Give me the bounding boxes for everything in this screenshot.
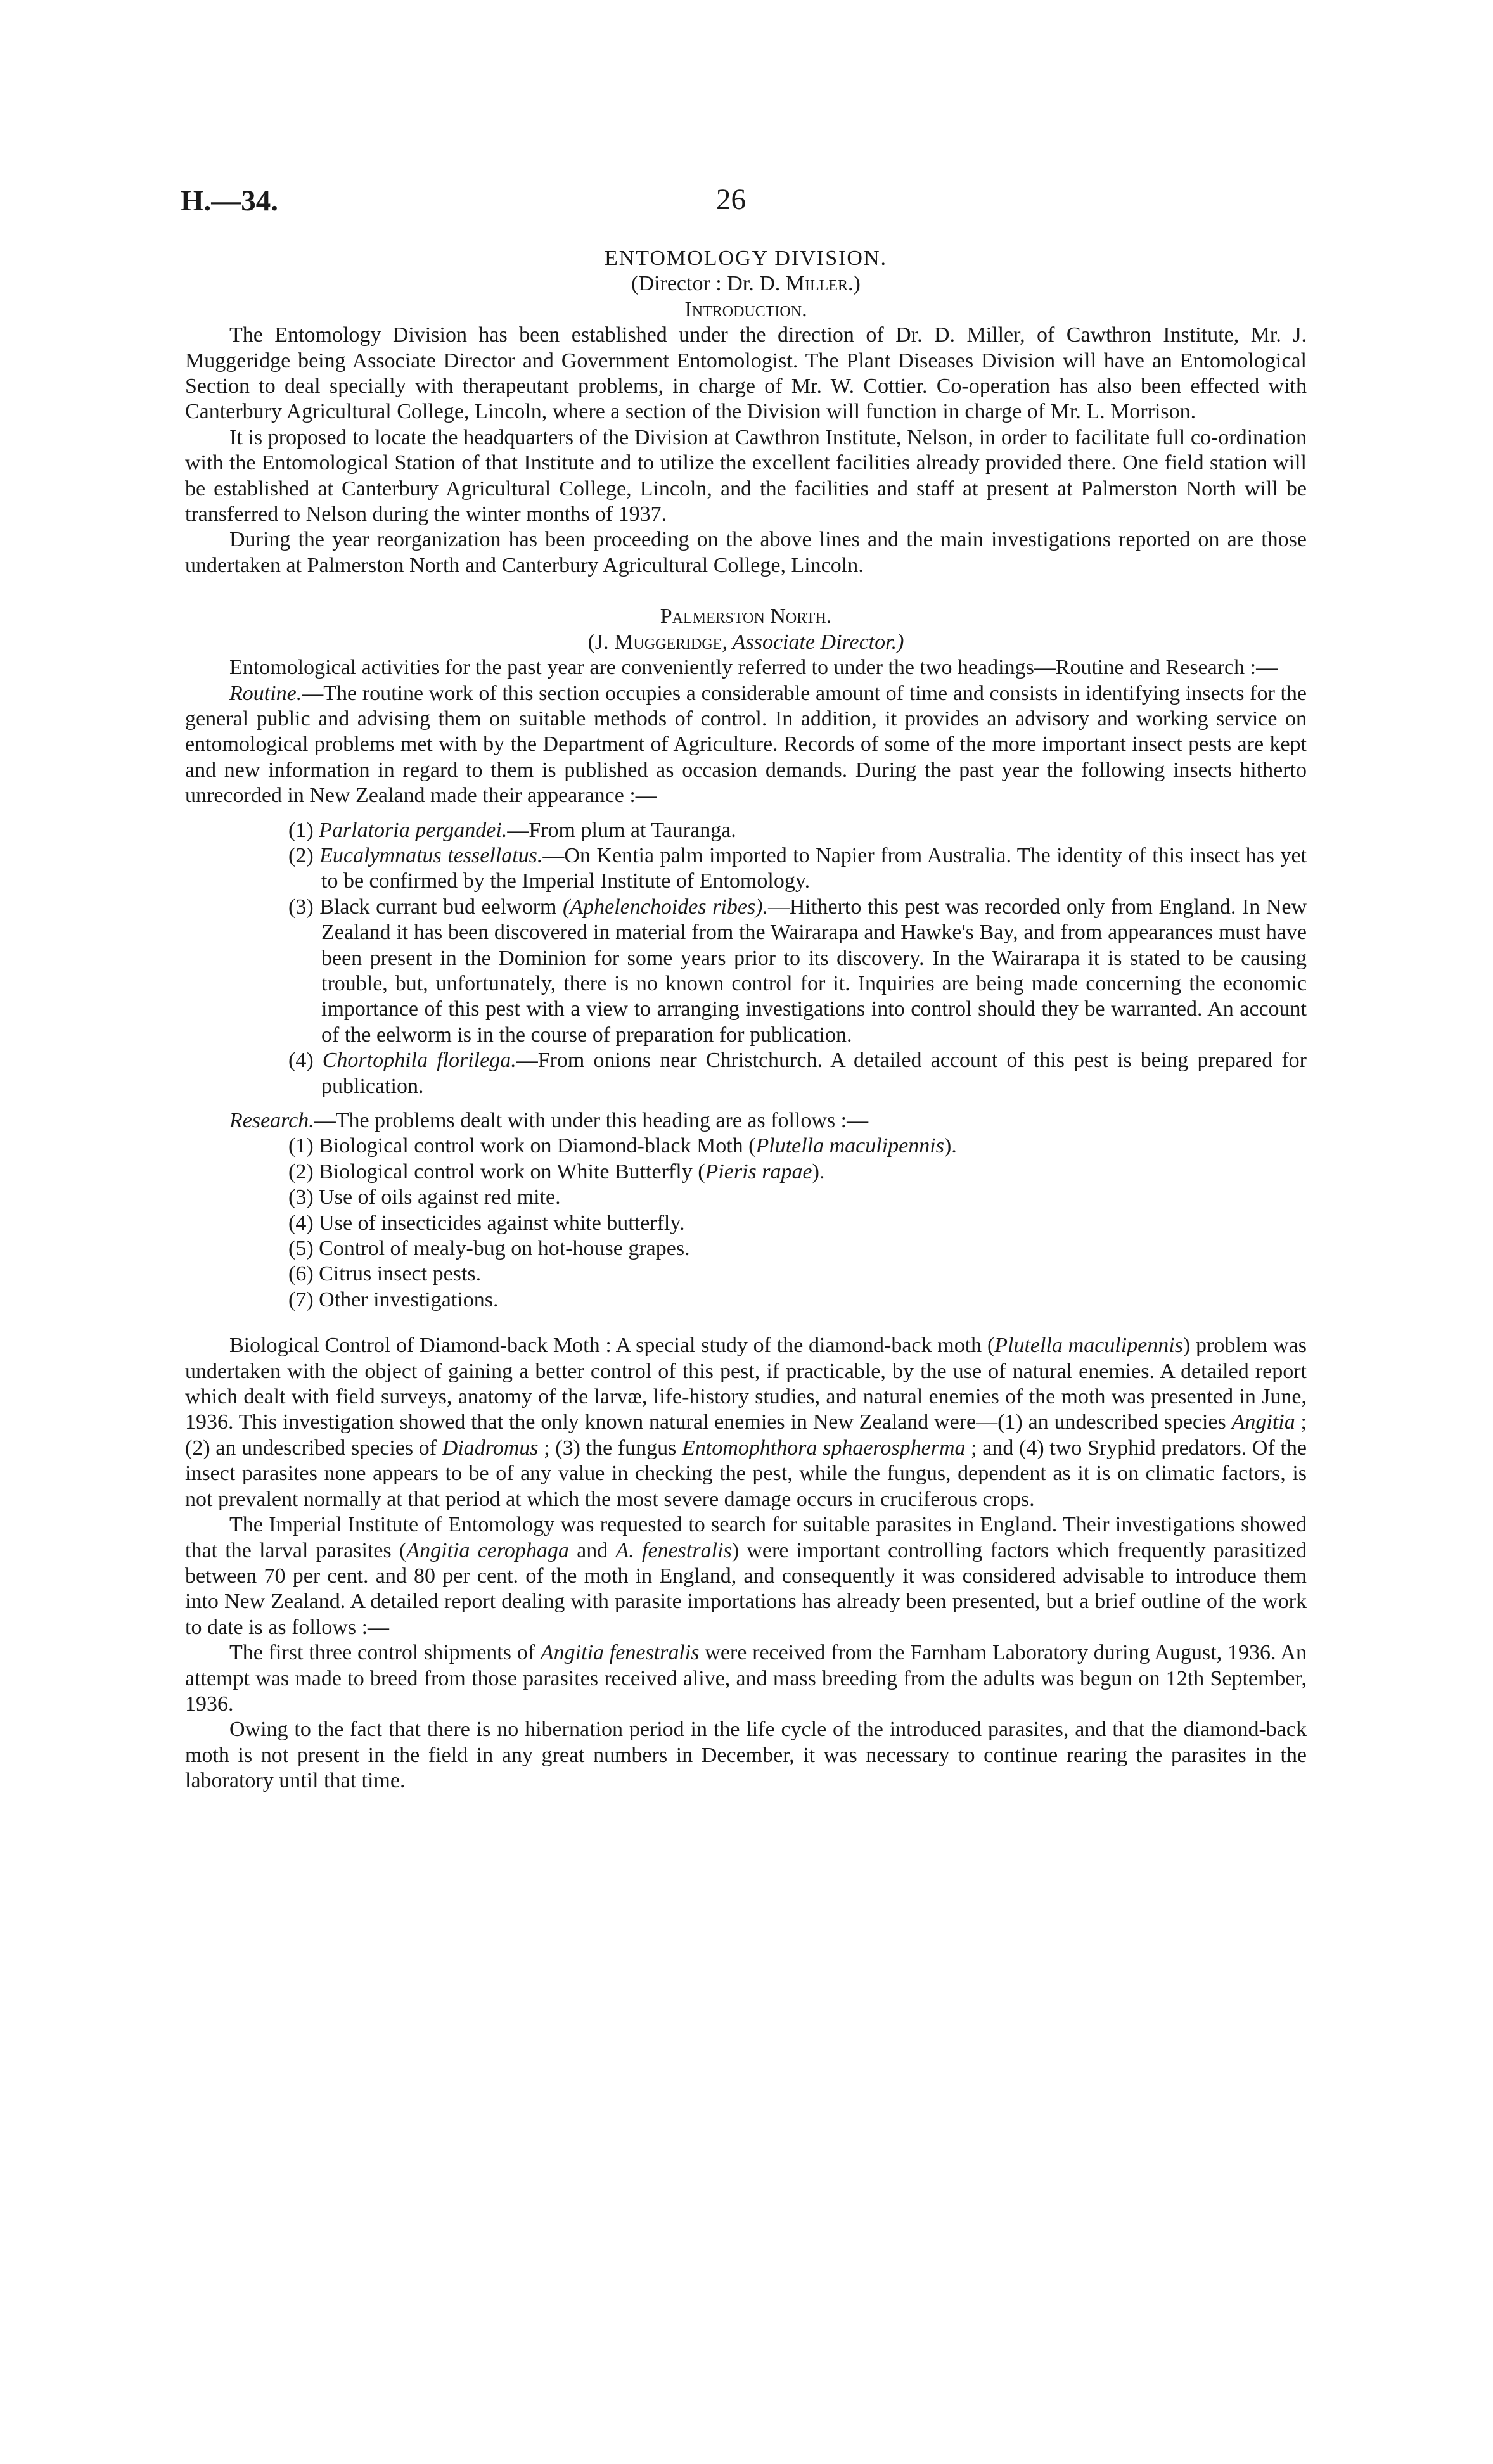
director-line: (Director : Dr. D. Miller.) — [631, 272, 861, 296]
report-code: H.—34. — [181, 184, 279, 217]
division-title: ENTOMOLOGY DIVISION. — [604, 246, 888, 270]
director-name: Miller — [785, 272, 848, 296]
biocontrol-paragraph: The first three control shipments of Angitia fenestralis were received from the Farnham Laboratory during August, 1936. An attempt was made to breed from those parasites received alive, and mass breeding from the adults was begun on 12th September, 1936. — [185, 1641, 1307, 1716]
biocontrol-paragraph: Biological Control of Diamond-back Moth : A special study of the diamond-back moth (Plutella maculipennis) problem was undertaken with the object of gaining a better control of this pest, if practicable, by the use of natural enemies. A detailed report which dealt with field surveys, anatomy of the larvæ, life-history studies, and natural enemies of the moth was presented in June, 1936. This investigation showed that the only known natural enemies in New Zealand were—(1) an undescribed species Angitia ; (2) an undescribed species of Diadromus ; (3) the fungus Entomophthora sphaerospherma ; and (4) two Sryphid predators. Of the insect parasites none appears to be of any value in checking the pest, while the fungus, dependent as it is on climatic factors, is not prevalent normally at that period at which the most severe damage occurs in cruciferous crops. — [185, 1334, 1307, 1511]
intro-paragraph: During the year reorganization has been proceeding on the above lines and the main investigations reported on are those undertaken at Palmerston North and Canterbury Agricultural College, Lincoln. — [185, 528, 1307, 577]
list-item: (5) Control of mealy-bug on hot-house grapes. — [288, 1237, 690, 1261]
list-item: (3) Black currant bud eelworm (Aphelenchoides ribes).—Hitherto this pest was recorded only from England. In New Zealand it has been discovered in material from the Wairarapa and Hawke's Bay, and from appearances must have been present in the Dominion for some years prior to its discovery. In the Wairarapa it is stated to be causing trouble, but, unfortunately, there is no known control for it. Inquiries are being made concerning the economic importance of this pest with a view to arranging investigations into control should they be warranted. An account of the eelworm is in the course of preparation for publication. — [288, 895, 1307, 1047]
palmerston-intro: Entomological activities for the past year are conveniently referred to under the two headings—Routine and Research :— — [229, 656, 1278, 680]
routine-paragraph: Routine.—The routine work of this section occupies a considerable amount of time and consists in identifying insects for the general public and advising them on suitable methods of control. In addition, it provides an advisory and working service on entomological problems met with by the Department of Agriculture. Records of some of the more important insect pests are kept and new information in regard to them is published as occasion demands. During the past year the following insects hitherto unrecorded in New Zealand made their appearance :— — [185, 681, 1307, 808]
research-list — [185, 1133, 1307, 1313]
palmerston-heading: Palmerston North. — [660, 604, 832, 629]
list-item: (6) Citrus insect pests. — [288, 1262, 482, 1286]
list-item: (2) Biological control work on White Butterfly (Pieris rapae). — [288, 1159, 825, 1184]
palmerston-byline: (J. Muggeridge, Associate Director.) — [587, 630, 904, 654]
list-item: (1) Parlatoria pergandei.—From plum at Tauranga. — [288, 818, 736, 842]
biocontrol-paragraph: The Imperial Institute of Entomology was requested to search for suitable parasites in England. Their investigations showed that the larval parasites (Angitia cerophaga and A. fenestralis) were important controlling factors which frequently parasitized between 70 per cent. and 80 per cent. of the moth in England, and consequently it was considered advisable to introduce them into New Zealand. A detailed report dealing with parasite importations has already been presented, but a brief outline of the work to date is as follows :— — [185, 1513, 1307, 1639]
intro-paragraph: It is proposed to locate the headquarters of the Division at Cawthron Institute, Nelson, in order to facilitate full co-ordination with the Entomological Station of that Institute and to utilize the excellent facilities already provided there. One field station will be established at Canterbury Agricultural College, Lincoln, and the facilities and staff at present at Palmerston North will be transferred to Nelson during the winter months of 1937. — [185, 425, 1307, 527]
biocontrol-paragraph: Owing to the fact that there is no hibernation period in the life cycle of the introduced parasites, and that the diamond-back moth is not present in the field in any great numbers in December, it was necessary to continue rearing the parasites in the laboratory until that time. — [185, 1718, 1307, 1793]
list-item: (4) Chortophila florilega.—From onions near Christchurch. A detailed account of this pest is being prepared for publication. — [288, 1049, 1307, 1098]
list-item: (3) Use of oils against red mite. — [288, 1185, 561, 1210]
intro-paragraph: The Entomology Division has been established under the direction of Dr. D. Miller, of Cawthron Institute, Mr. J. Muggeridge being Associate Director and Government Entomologist. The Plant Diseases Division will have an Entomological Section to deal specially with therapeutant problems, in charge of Mr. W. Cottier. Co-operation has also been effected with Canterbury Agricultural College, Lincoln, where a section of the Division will function in charge of Mr. L. Morrison. — [185, 323, 1307, 424]
list-item: (4) Use of insecticides against white butterfly. — [288, 1211, 685, 1235]
list-item: (2) Eucalymnatus tessellatus.—On Kentia palm imported to Napier from Australia. The identity of this insect has yet to be confirmed by the Imperial Institute of Entomology. — [288, 843, 1307, 893]
page-number: 26 — [716, 183, 746, 216]
routine-list — [185, 818, 1307, 1099]
list-item: (1) Biological control work on Diamond-black Moth (Plutella maculipennis). — [288, 1134, 957, 1158]
page-body — [185, 246, 1307, 1794]
introduction-heading: Introduction. — [684, 297, 807, 321]
list-item: (7) Other investigations. — [288, 1287, 499, 1312]
research-intro: Research.—The problems dealt with under this heading are as follows :— — [229, 1109, 869, 1132]
